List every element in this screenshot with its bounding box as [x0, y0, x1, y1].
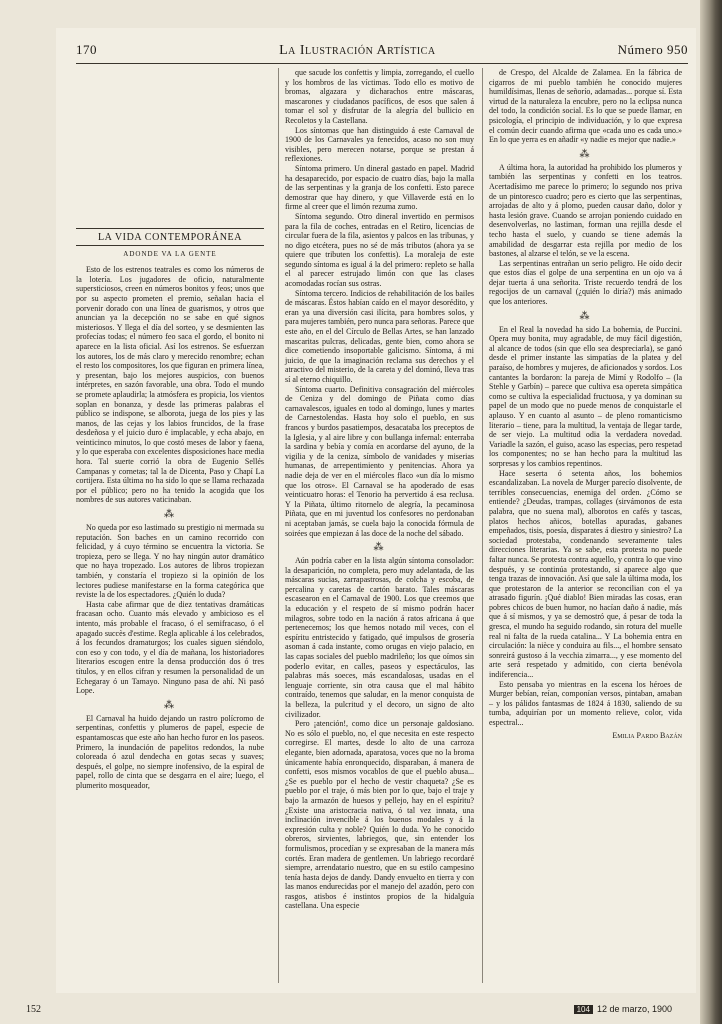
magazine-page	[56, 28, 696, 993]
page-footer	[0, 1004, 700, 1020]
section-title: LA VIDA CONTEMPORÁNEA	[76, 228, 264, 246]
asterism-divider: ⁂	[373, 542, 386, 554]
asterism-divider: ⁂	[579, 148, 592, 160]
header-page-number: 170	[76, 42, 97, 57]
paragraph: A última hora, la autoridad ha prohibido los plumeros y también las serpentinas y confetti en los teatros. Acertadísimo me parece lo primero; lo segundo nos priva de un pintoresco cuadro; pero es cierto que las serpentinas, arrojadas de alto y á plomo, pueden causar daño, dolor y hasta lesión grave. Cuando se arrojan poniendo cuidado en desenvolverlas, no lastiman, forman una rejilla desde el techo hasta el suelo, y cuando se tiene además la amabilidad de desgarrar esta rejilla por medio de los bastones, al alzarse el telón, se ve la escena.	[489, 162, 682, 259]
paragraph: Esto de los estrenos teatrales es como los números de la lotería. Los jugadores de oficio, naturalmente supersticiosos, creen en números bonitos y feos; unos que por su aspecto prometen el premio, señalan hacia el porvenir dorado con una línea de guarismos, y otros que anuncian ya la decepción no se sabe en qué signos misteriosos. Y llega el día del sorteo, y se desmienten las profecías todas; el número feo saca el gordo, el bonito ni aparece en la lista oficial. Así los estrenos. Se esfuerzan los autores, los de más claro y merecido renombre; echan el resto los compositores, los que figuran en primera línea, y presentan, bajo los mejores auspicios, con buenos intérpretes, en sazón favorable, una obra. Todo el mundo se promete aplaudirla; la atmósfera es propicia, los vientos soplan en bonanza, y desde las primeras palabras el público se indispone, se alborota, juega de los pies y las manos, de las cejas y los labios fruncidos, de la frase desdeñosa y el juicio duro é implacable, y echa abajo, en veinticinco minutos, lo que costó meses de labor y faena, y lo que esperaba con excelentes disposiciones hace media hora. Tal suerte corrió la obra de Eugenio Sellés Campanas y cornetas; tal la de Dicenta, Paso y Chapí La cortijera. Esta última no ha sido lo que se llama rechazada por el público; pero no ha tenido la acogida que los nombres de sus autores vaticinaban.	[76, 265, 264, 505]
author-signature: Emilia Pardo Bazán	[612, 730, 682, 740]
paragraph: Hace seserta ó setenta años, los bohemios escandalizaban. La novela de Murger parecío disolvente, de terribles consecuencias, enemiga del orden. ¿Cómo se entiende? ¿Deudas, trampas, collages (sirvámonos de esta palabra, que no suena mal), alborotos en cafés y tascas, platos hechos añicos, botellas apuradas, gabanes empeñados, tisis, poesía, disparates á diestro y siniestro? La sociedad protestaba, condenando severamente tales direcciones literarias. Ya se sabe, esta protesta no puede faltar nunca. Se protesta contra aquello, y contra lo que vino después, y se continúa protestando, si aparece algo que tenga trazas de innovación. Así que sale la última moda, los que protestaron de la anterior se reconcilian con el ya atrasado figurín. ¡Qué diablo! Bien miradas las cosas, eran pobres chicos de buen humor, no hacían daño á nadie, más que á sí mismos, y ya se demostró que, á pesar de toda la gresca, el mundo ha seguido rodando, sin rotura del muelle real ni falta de la rueda catalina... Y La bohemia entra en circulación: la nièce y conduira au fils..., el hombre sensato sonreirá gustoso á la vecchia zimarra..., y ese momento del arte será respetado y admitido, con cierta benévola indiferencia...	[489, 468, 682, 680]
paragraph: Síntoma tercero. Indicios de rehabilitación de los bailes de máscaras. Éstos habían caído en el mayor desorédito, y eran ya una diversión casi ilícita, para hombres solos, y para mujeres también, pero nunca para señoras. Parece que este año, en el del Círculo de Bellas Artes, se han lanzado mascaritas pulcras, delicadas, gente bien, como ahora se dice cometiendo insoportable galicismo. Síntoma, á mi juicio, de que la imaginación reclama sus derechos y el atractivo del misterio, de la careta y del dominó, lleva tras sí al eterno chiquillo.	[285, 288, 474, 384]
issue-badge: 104	[574, 1005, 593, 1014]
footer-date-block	[574, 1004, 672, 1014]
footer-date: 12 de marzo, 1900	[596, 1004, 672, 1014]
header-issue: Número 950	[617, 42, 688, 57]
paragraph: Síntoma primero. Un dineral gastado en papel. Madrid ha desaparecido, por espacio de cuatro días, bajo la malla de las serpentinas y la granja de los confetti. Esto parece demostrar que hay dinero, y que Villaverde está en lo firme al creer que el limón rezuma zumo.	[285, 163, 474, 212]
paragraph: Síntoma cuarto. Definitiva consagración del miércoles de Ceniza y del domingo de Piñata como días carnavalescos, iguales en todo al domingo, lunes y martes de Carnestolendas. Hasta hoy solo el pueblo, en sus francos y burdos pasatiempos, desacataba los preceptos de la Iglesia, y al aire libre y con bullanga infernal: enterraba la sardina y bebía y comía en acordarse del ayuno, de la vigilia y de la ceniza, símbolo de vanidades y miserias humanas, de arrepentimiento y penitencias. Ahora ya nadie deja de ver en el miércoles flaco «un día lo mismo que los otros». El Carnaval se ha apoderado de esas veinticuatro horas: el Tenorio ha pervertido á esa reclusa. Y la Piñata, último ritornelo de alegría, la pecaminosa Piñata, que en mi juventud los confesores no perdonaban ni aceptaban jamás, se cuela bajo la conocida fórmula de soirées que empiezan á las doce de la noche del sábado.	[285, 384, 474, 538]
paragraph: En el Real la novedad ha sido La bohemia, de Puccini. Opera muy bonita, muy agradable, de muy fácil digestión, al alcance de todos (sin que ello sea despreciarla), se ganó desde el primer instante las simpatías de la platea y del paraíso, de hombres y mujeres, de aficionados y sordos. Los cantantes la bordaron: la pareja de Mimí y Rodolfo – (la Stehle y Garbín) – parece que cultiva esa opereta simpática como se cultiva la especialidad fructuosa, y ya dominan su papel de un modo que no puede menos de conquistarle el aplauso. Y en cuanto al asunto – de pleno romanticismo literario – tiene, para la multitud, la ventaja de llegar tarde, de ser viejo. La multitud odia la verdadera novedad. Variadle la sazón, el guiso, acaso las especias, pero respetad los componentes; no se han hecho para la multitud las sorpresas y los cambios repentinos.	[489, 324, 682, 468]
paragraph: Aún podría caber en la lista algún síntoma consolador: la desaparición, no completa, pero muy adelantada, de las máscaras sucias, zarrapastrosas, de colcha y escoba, de percalina y caretas de cartón barato. Tales máscaras escasearon en el Carnaval de 1900. Los que creemos que la educación y el respeto de sí mismo podrán hacer milagros, sobre todo en la nación á ratos africana á que pertenecemos; los que hemos notado mil veces, con el espíritu entristecido y fatigado, qué impulsos de grosería asoman á cada instante, como orugas en viejo palacio, en las capas sociales del pueblo madrileño; los que oímos sin poderlo evitar, en calles, paseos y espectáculos, las palabras más soeces, más escandalosas, usadas en el lenguaje corriente, sin otra causa que el mal hábito contraído, tenemos que saludar, en la menor conquista de la belleza, la pulcritud y el decoro, un signo de alto civilizador.	[285, 556, 474, 719]
footer-page-number: 152	[26, 1004, 41, 1015]
paragraph: de Crespo, del Alcalde de Zalamea. En la fábrica de cigarros de mi pueblo también he conocido mujeres humildísimas, llenas de señorío, adamadas... porque sí. Esta virtud de la naturaleza la encubre, pero no la eclipsa nunca del todo, la condición social. Es lo que se puede llamar, en psicología, el principio de individuación, y lo que expresa el común decir cuando afirma que «cada uno es cada uno.» En lo que yerra es en añadir «y nadie es mejor que nadie.»	[489, 68, 682, 145]
paragraph: Pero ¡atención!, como dice un personaje galdosiano. No es sólo el pueblo, no, el que necesita en este respecto corregirse. El martes, desde lo alto de una carroza elegante, bien adornada, aparatosa, voces que no la broma únicamente había enronquecido, disparaban, á manera de confetti, esos mismos vocablos de que el pueblo abusa... ¿Se es pueblo por el hecho de vestir chaqueta? ¿Se es pueblo por el traje, ó más bien por lo que, bajo el traje y bajo la armazón de huesos y pellejo, hay en el espíritu? ¿Existe una aristocracia nativa, ó tal vez innata, una inclinación invencible á los buenos modales y á la expresión culta y noble? Quién lo duda. Yo he conocido obreros, sirvientes, labriegos, que, sin entender los formulismos, procedían y se expresaban de la manera más cortés. Eran madera de gentlemen. Un labriego recordaré siempre, arrendatario nuestro, que en su estilo campesino tenía hasta dejos de dandy. Dandy envuelto en tierra y con las manos endurecidas por el manejo del azadón, pero con rasgos, atisbos é instintos propios de la hidalguía castellana. Una especie	[285, 719, 474, 911]
asterism-divider: ⁂	[164, 509, 176, 521]
paragraph: Las serpentinas entrañan un serio peligro. He oído decir que estos días el golpe de una serpentina en un ojo va á dejar tuerta á una señorita. Triste recuerdo tendrá de los regocijos de un carnaval (¿quién lo diría?) más animado que los anteriores.	[489, 258, 682, 307]
asterism-divider: ⁂	[579, 310, 592, 322]
asterism-divider: ⁂	[164, 699, 176, 711]
paragraph: que sacude los confettis y limpia, zorregando, el cuello y los hombros de las víctimas. Todo ello es motivo de bromas, algazara y dicharachos entre máscaras, mascarones y ciudadanos pacíficos, de esos que salen á tomar el sol y disfrutar de la alegría del bullicio en Recoletos y la Castellana.	[285, 68, 474, 125]
paragraph: No queda por eso lastimado su prestigio ni mermada su reputación. Son baches en un camino recorrido con felicidad, y á cuyo término se encuentra la victoria. Se tropieza, pero se llega. Y no hay ningún autor dramático que no haya tropezado. Los autores de libros tropiezan también, y constaría el tropiezo si la opinión de los lectores pudiese manifestarse en la forma categórica que reviste la de los espectadores. ¿Quién lo duda?	[76, 523, 264, 600]
column-3	[482, 68, 682, 983]
book-spine	[700, 0, 722, 1024]
header-title: La Ilustración Artística	[279, 43, 436, 58]
paragraph: Síntoma segundo. Otro dineral invertido en permisos para la fila de coches, entradas en el Retiro, licencias de circular fuera de la fila, asientos y palcos en las tribunas, y no digo etcétera, pues no sé de más tributos (ahora ya se quiere que tributen los confettis). La moraleja de este segundo síntoma es igual á la del primero: repleto se halla el al parecer estrujado limón con que las clases acomodadas rocían sus ostras.	[285, 211, 474, 289]
page-header	[76, 42, 688, 64]
column-1	[76, 68, 264, 983]
paragraph: Esto pensaba yo mientras en la escena los héroes de Murger bebían, reían, componían versos, pintaban, amaban – y los pálidos fantasmas de 1824 á 1830, saliendo de su tumba, adquirían por un momento relieve, color, vida espectral...	[489, 679, 682, 727]
paragraph: El Carnaval ha huido dejando un rastro polícromo de serpentinas, confettis y plumeros de papel, especie de espantamoscas que este año han hecho furor en los paseos. Primero, la inundación de papelitos redondos, la nube coloreada ó azul dendecha en gotas secas y suaves; después, el golpe, no siempre inofensivo, de la espiral de papel, rollo de cinta que se desgarra en el aire; luego, el plumerito mosqueador,	[76, 713, 264, 790]
section-subtitle: ADONDE VA LA GENTE	[123, 249, 217, 258]
paragraph: Los síntomas que han distinguido á este Carnaval de 1900 de los Carnavales ya fenecidos, acaso no son muy visibles, pero merecen notarse, porque se prestan á reflexiones.	[285, 125, 474, 164]
paragraph: Hasta cabe afirmar que de diez tentativas dramáticas fracasan ocho. Cuanto más elevado y ambicioso es el intento, más probable el fracaso, ó el semifracaso, ó el apagado succès d'estime. Regla aplicable á los celebrados, á los fecundos dramaturgos; los cuales siguen siéndolo, con eso y con todo, y el día de mañana, los historiadores literarios escogen entre la densa producción dos ó tres títulos, y en ellos cifran y resumen la personalidad de un Echegaray ó un Tamayo. Ninguno pasa de ahí. Ni pasó Lope.	[76, 599, 264, 696]
blank-space	[76, 68, 264, 228]
column-2	[278, 68, 474, 983]
